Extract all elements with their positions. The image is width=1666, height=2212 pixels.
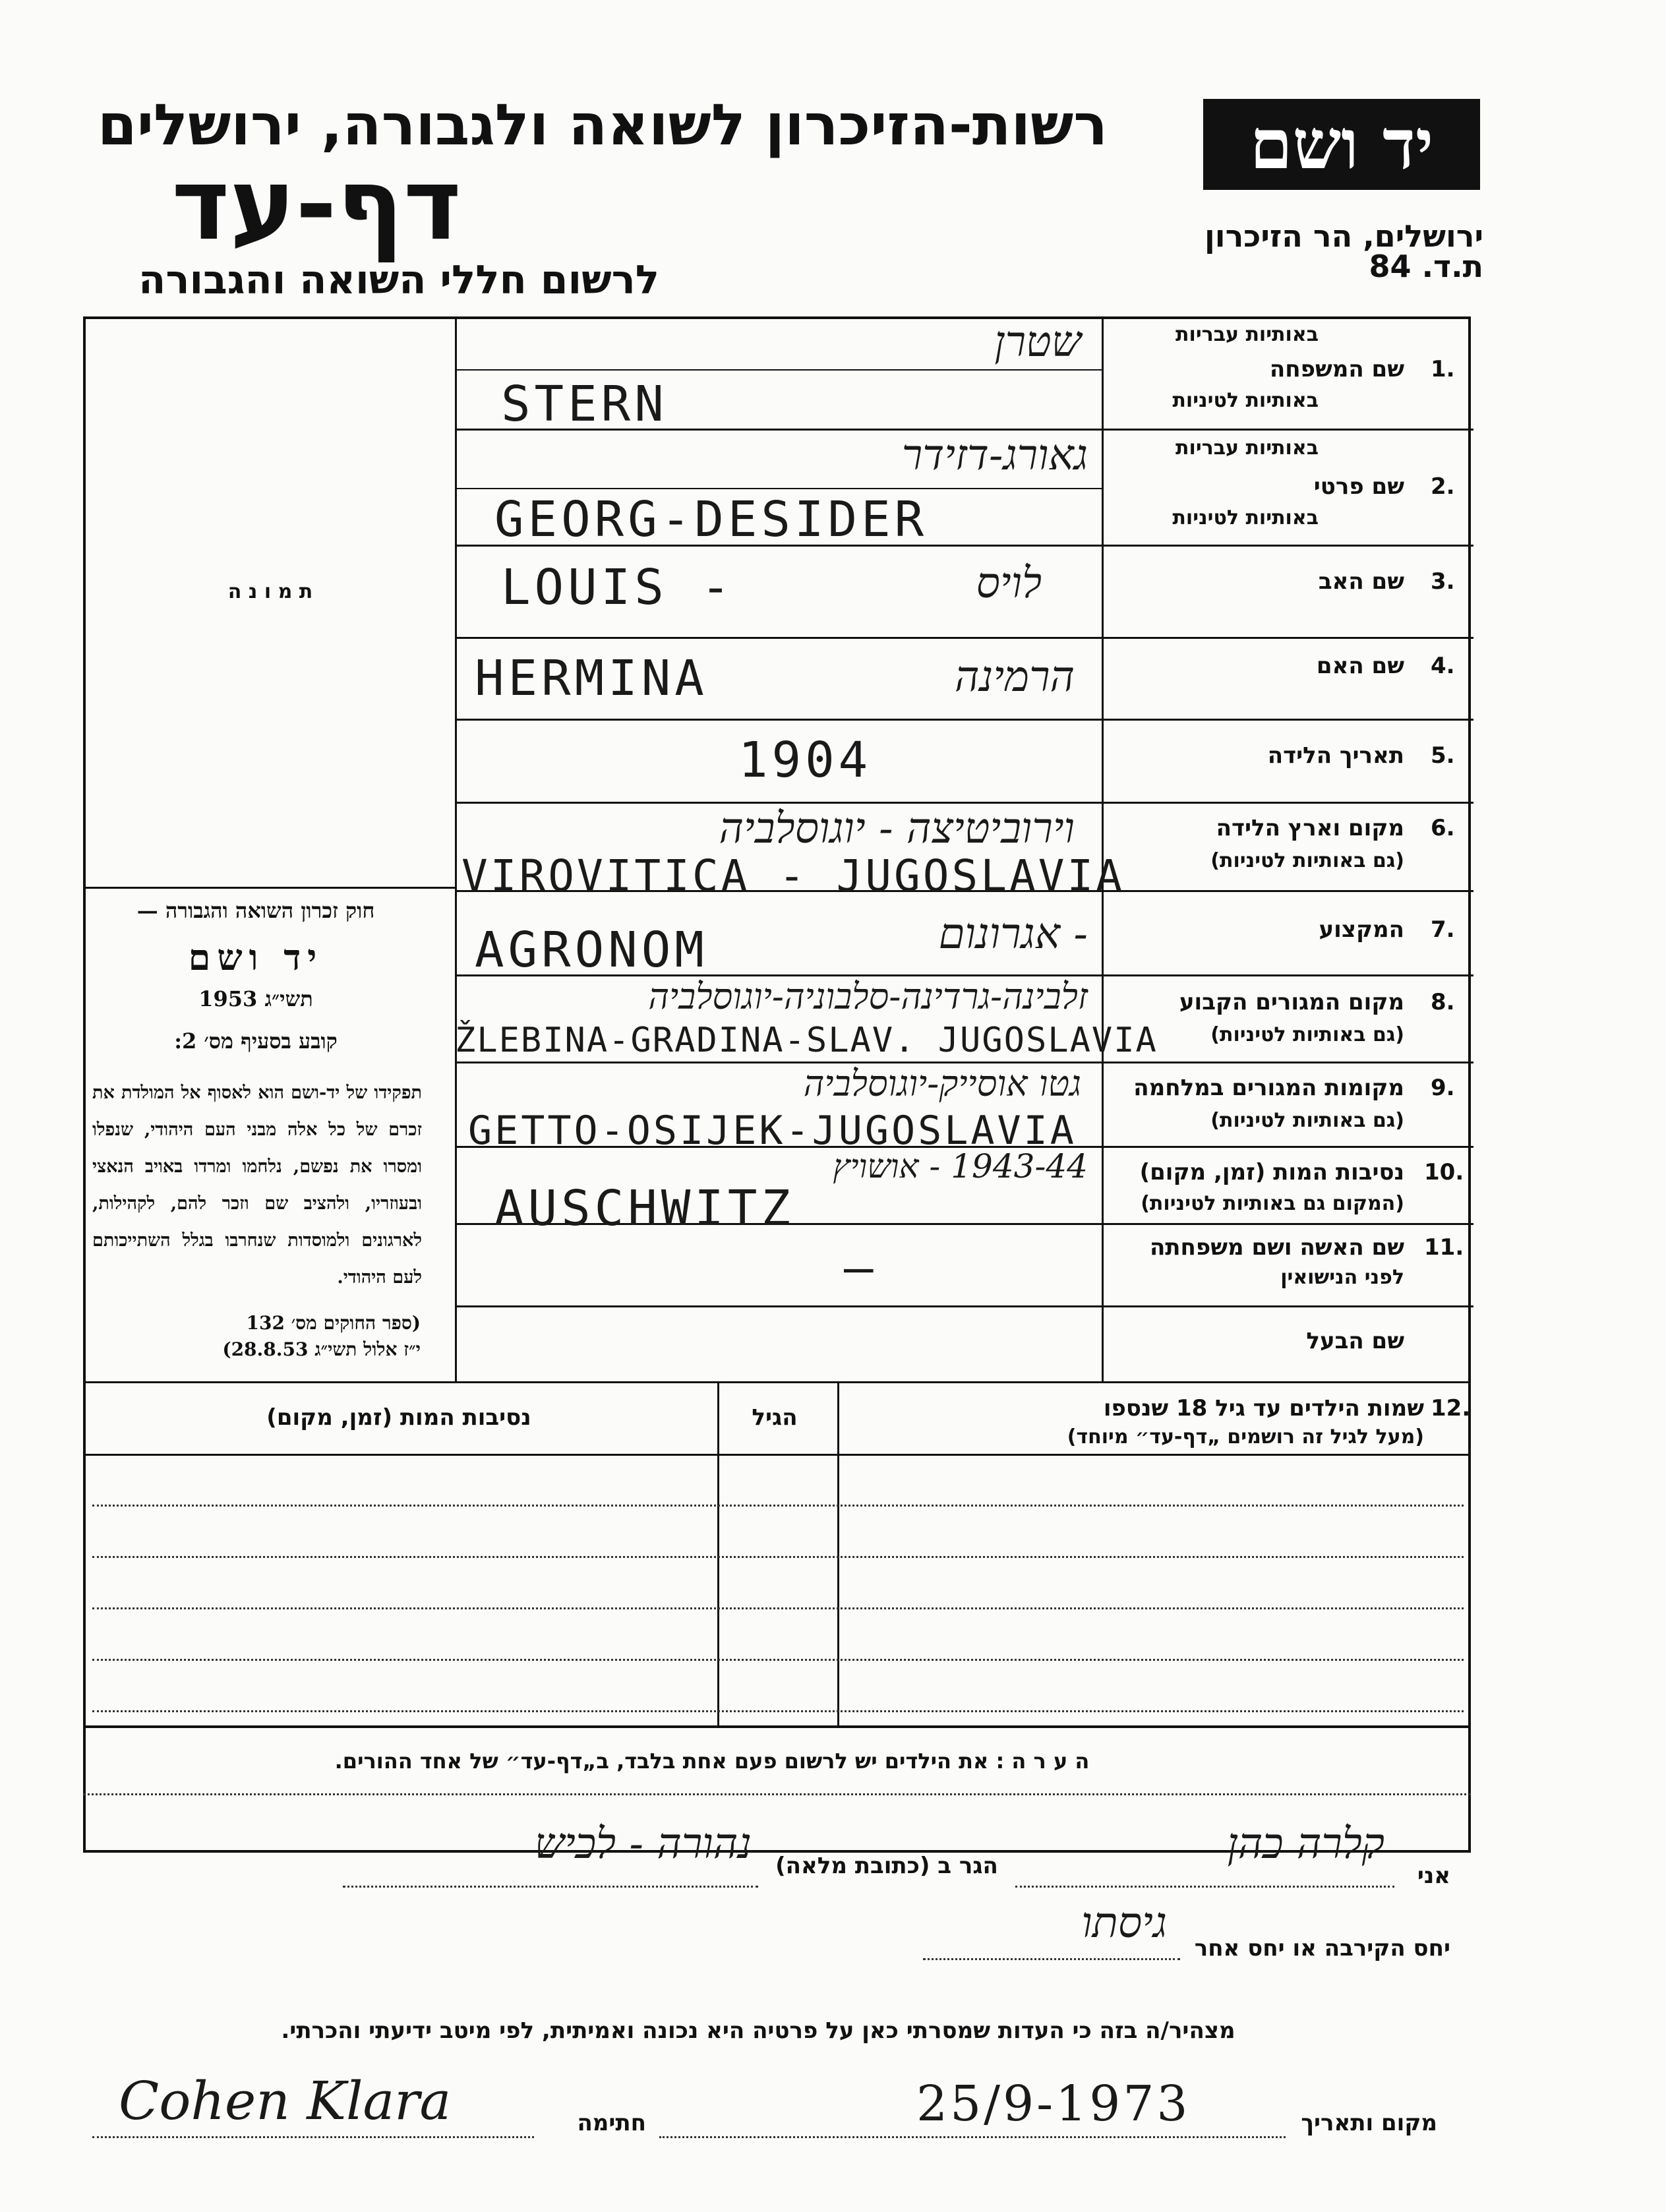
label-mother-name: שם האם xyxy=(1316,653,1404,679)
label-first-name: שם פרטי xyxy=(1313,473,1404,500)
address-block xyxy=(1187,218,1483,284)
place-date-label: מקום ותאריך xyxy=(1301,2110,1437,2136)
children-row-line xyxy=(92,1505,1464,1507)
note-divider xyxy=(83,1793,1471,1795)
num-6: 6. xyxy=(1431,815,1455,841)
law-text: תפקידו של יד-ושם הוא לאסוף אל המולדת את זכרם של כל אלה מבני העם היהודי, שנפלו ומסרו את נפשם, נלחמו ומרדו באויב הנאצי ובעוזריו, ולהציב שם וזכר להם, לקהילות, לארגונים ולמוסדות שנחרבו בגלל השתייכותם לעם היהודי. xyxy=(92,1083,422,1288)
value-father-name-hebrew: לויס xyxy=(976,559,1042,608)
children-top-line xyxy=(83,1381,1471,1383)
signature-line xyxy=(92,2136,534,2138)
declarant-i-label: אני xyxy=(1417,1863,1450,1889)
declarant-name-value: קלרה כהן xyxy=(1227,1820,1384,1868)
num-2: 2. xyxy=(1431,473,1455,500)
address-line-2: ת.ד. 84 xyxy=(1369,249,1483,284)
num-12: 12. xyxy=(1431,1395,1471,1421)
value-birth-date: 1904 xyxy=(738,732,872,789)
children-row-line xyxy=(92,1556,1464,1558)
value-permanent-residence-latin: ŽLEBINA-GRADINA-SLAV. JUGOSLAVIA xyxy=(455,1021,1158,1060)
children-header-line xyxy=(83,1454,1471,1456)
value-mother-name-latin: HERMINA xyxy=(475,650,708,707)
value-birth-place-latin: VIROVITICA - JUGOSLAVIA xyxy=(461,851,1125,901)
children-label: שמות הילדים עד גיל 18 שנספו xyxy=(1103,1395,1424,1421)
form-subtitle: לרשום חללי השואה והגבורה xyxy=(138,257,659,303)
declaration-text: מצהיר/ה בזה כי העדות שמסרתי כאן על פרטיה היא נכונה ואמיתית, לפי מיטב ידיעתי והכרתי. xyxy=(281,2018,1235,2044)
label-family-name: שם המשפחה xyxy=(1269,356,1404,382)
num-4: 4. xyxy=(1431,653,1455,679)
law-year: תשי״ג 1953 xyxy=(198,986,313,1011)
photo-law-divider xyxy=(83,887,456,889)
value-first-name-hebrew: גאורג-דזידר xyxy=(901,431,1088,480)
label-occupation: המקצוע xyxy=(1319,916,1404,943)
children-age-header: הגיל xyxy=(752,1404,798,1431)
sub-birth-place: (גם באותיות לטיניות) xyxy=(1210,849,1404,872)
children-sub: (מעל לגיל זה רושמים „דף-עד״ מיוחד) xyxy=(1067,1425,1424,1449)
num-1: 1. xyxy=(1431,356,1455,382)
law-clause: קובע בסעיף מס׳ 2: xyxy=(174,1029,338,1054)
relation-line xyxy=(923,1958,1180,1960)
num-9: 9. xyxy=(1431,1075,1455,1101)
address-line-1: ירושלים, הר הזיכרון xyxy=(1204,218,1483,254)
children-col-divider-1 xyxy=(717,1383,719,1725)
sub-latin-2: באותיות לטיניות xyxy=(1172,506,1319,529)
value-birth-place-hebrew: וירוביטיצה - יוגוסלביה xyxy=(719,804,1075,853)
law-heading: חוק זכרון השואה והגבורה — xyxy=(136,898,375,923)
value-death-hebrew: 1943-44 - אושויץ xyxy=(833,1147,1088,1185)
children-bottom-line xyxy=(83,1725,1471,1728)
num-5: 5. xyxy=(1431,742,1455,769)
num-10: 10. xyxy=(1424,1159,1464,1185)
row-line xyxy=(455,802,1473,804)
value-death-latin: AUSCHWITZ xyxy=(494,1180,794,1237)
children-row-line xyxy=(92,1659,1464,1661)
value-occupation-latin: AGRONOM xyxy=(475,922,708,978)
label-wartime-residence: מקומות המגורים במלחמה xyxy=(1133,1075,1404,1101)
relation-label: יחס הקירבה או יחס אחר xyxy=(1194,1935,1450,1961)
sub-permanent-residence: (גם באותיות לטיניות) xyxy=(1210,1023,1404,1046)
photo-label: ת מ ו נ ה xyxy=(227,580,313,603)
label-birth-place: מקום וארץ הלידה xyxy=(1216,815,1404,841)
value-wife-name: — xyxy=(844,1240,878,1296)
value-wartime-residence-hebrew: גטו אוסייק-יוגוסלביה xyxy=(803,1063,1081,1104)
label-death-circumstances: נסיבות המות (זמן, מקום) xyxy=(1139,1159,1404,1185)
num-7: 7. xyxy=(1431,916,1455,943)
name-line xyxy=(1015,1886,1394,1888)
value-permanent-residence-hebrew: זלבינה-גרדינה-סלבוניה-יוגוסלביה xyxy=(648,976,1088,1017)
sub-wartime-residence: (גם באותיות לטיניות) xyxy=(1210,1109,1404,1132)
children-col-divider-2 xyxy=(837,1383,839,1725)
label-husband-name: שם הבעל xyxy=(1306,1328,1404,1354)
law-book: (ספר החוקים מס׳ 132 xyxy=(246,1312,421,1334)
row-line xyxy=(455,719,1473,721)
label-father-name: שם האב xyxy=(1318,568,1404,595)
num-3: 3. xyxy=(1431,568,1455,595)
signature-label: חתימה xyxy=(577,2110,646,2136)
num-8: 8. xyxy=(1431,989,1455,1015)
yad-vashem-logo: יד ושם xyxy=(1203,99,1480,190)
row-line xyxy=(455,637,1473,639)
authority-heading: רשות-הזיכרון לשואה ולגבורה, ירושלים xyxy=(97,92,1108,158)
resides-label: הגר ב (כתובת מלאה) xyxy=(775,1853,998,1879)
value-mother-name-hebrew: הרמינה xyxy=(955,653,1075,702)
row-line xyxy=(455,1305,1473,1307)
date-value: 25/9-1973 xyxy=(916,2076,1191,2132)
address-line xyxy=(343,1886,758,1888)
place-date-line xyxy=(659,2136,1286,2138)
form-title: דף-עד xyxy=(171,148,461,262)
row-line xyxy=(455,488,1104,489)
num-11: 11. xyxy=(1424,1234,1464,1261)
signature: Cohen Klara xyxy=(119,2070,452,2132)
label-wife-name: שם האשה ושם משפחתה xyxy=(1149,1234,1404,1261)
sub-hebrew-2: באותיות עבריות xyxy=(1175,436,1319,460)
value-occupation-hebrew: - אגרונום xyxy=(938,910,1088,959)
label-birth-date: תאריך הלידה xyxy=(1267,742,1404,769)
value-family-name-latin: STERN xyxy=(501,376,668,433)
sub-wife-name: לפני הנישואין xyxy=(1280,1266,1404,1289)
sub-latin-1: באותיות לטיניות xyxy=(1172,389,1319,412)
law-date: י״ז אלול תשי״ג 28.8.53) xyxy=(222,1338,421,1360)
relation-value: גיסתו xyxy=(1081,1899,1167,1948)
declarant-address-value: נהורה - לכיש xyxy=(534,1820,752,1868)
row-line xyxy=(455,369,1104,371)
value-father-name-latin: LOUIS - xyxy=(501,559,734,616)
children-row-line xyxy=(92,1710,1464,1712)
sub-death-circumstances: (המקום גם באותיות לטיניות) xyxy=(1141,1192,1404,1215)
sub-hebrew-1: באותיות עבריות xyxy=(1175,323,1319,346)
children-row-line xyxy=(92,1607,1464,1609)
label-permanent-residence: מקום המגורים הקבוע xyxy=(1179,989,1404,1015)
note-text: ה ע ר ה : את הילדים יש לרשום פעם אחת בלבד, ב„דף-עד״ של אחד ההורים. xyxy=(334,1749,1090,1774)
law-name: יד ושם xyxy=(188,936,324,978)
value-wartime-residence-latin: GETTO-OSIJEK-JUGOSLAVIA xyxy=(468,1108,1077,1154)
children-death-header: נסיבות המות (זמן, מקום) xyxy=(266,1404,531,1431)
value-first-name-latin: GEORG-DESIDER xyxy=(494,491,928,548)
value-family-name-hebrew: שטרן xyxy=(994,318,1081,367)
